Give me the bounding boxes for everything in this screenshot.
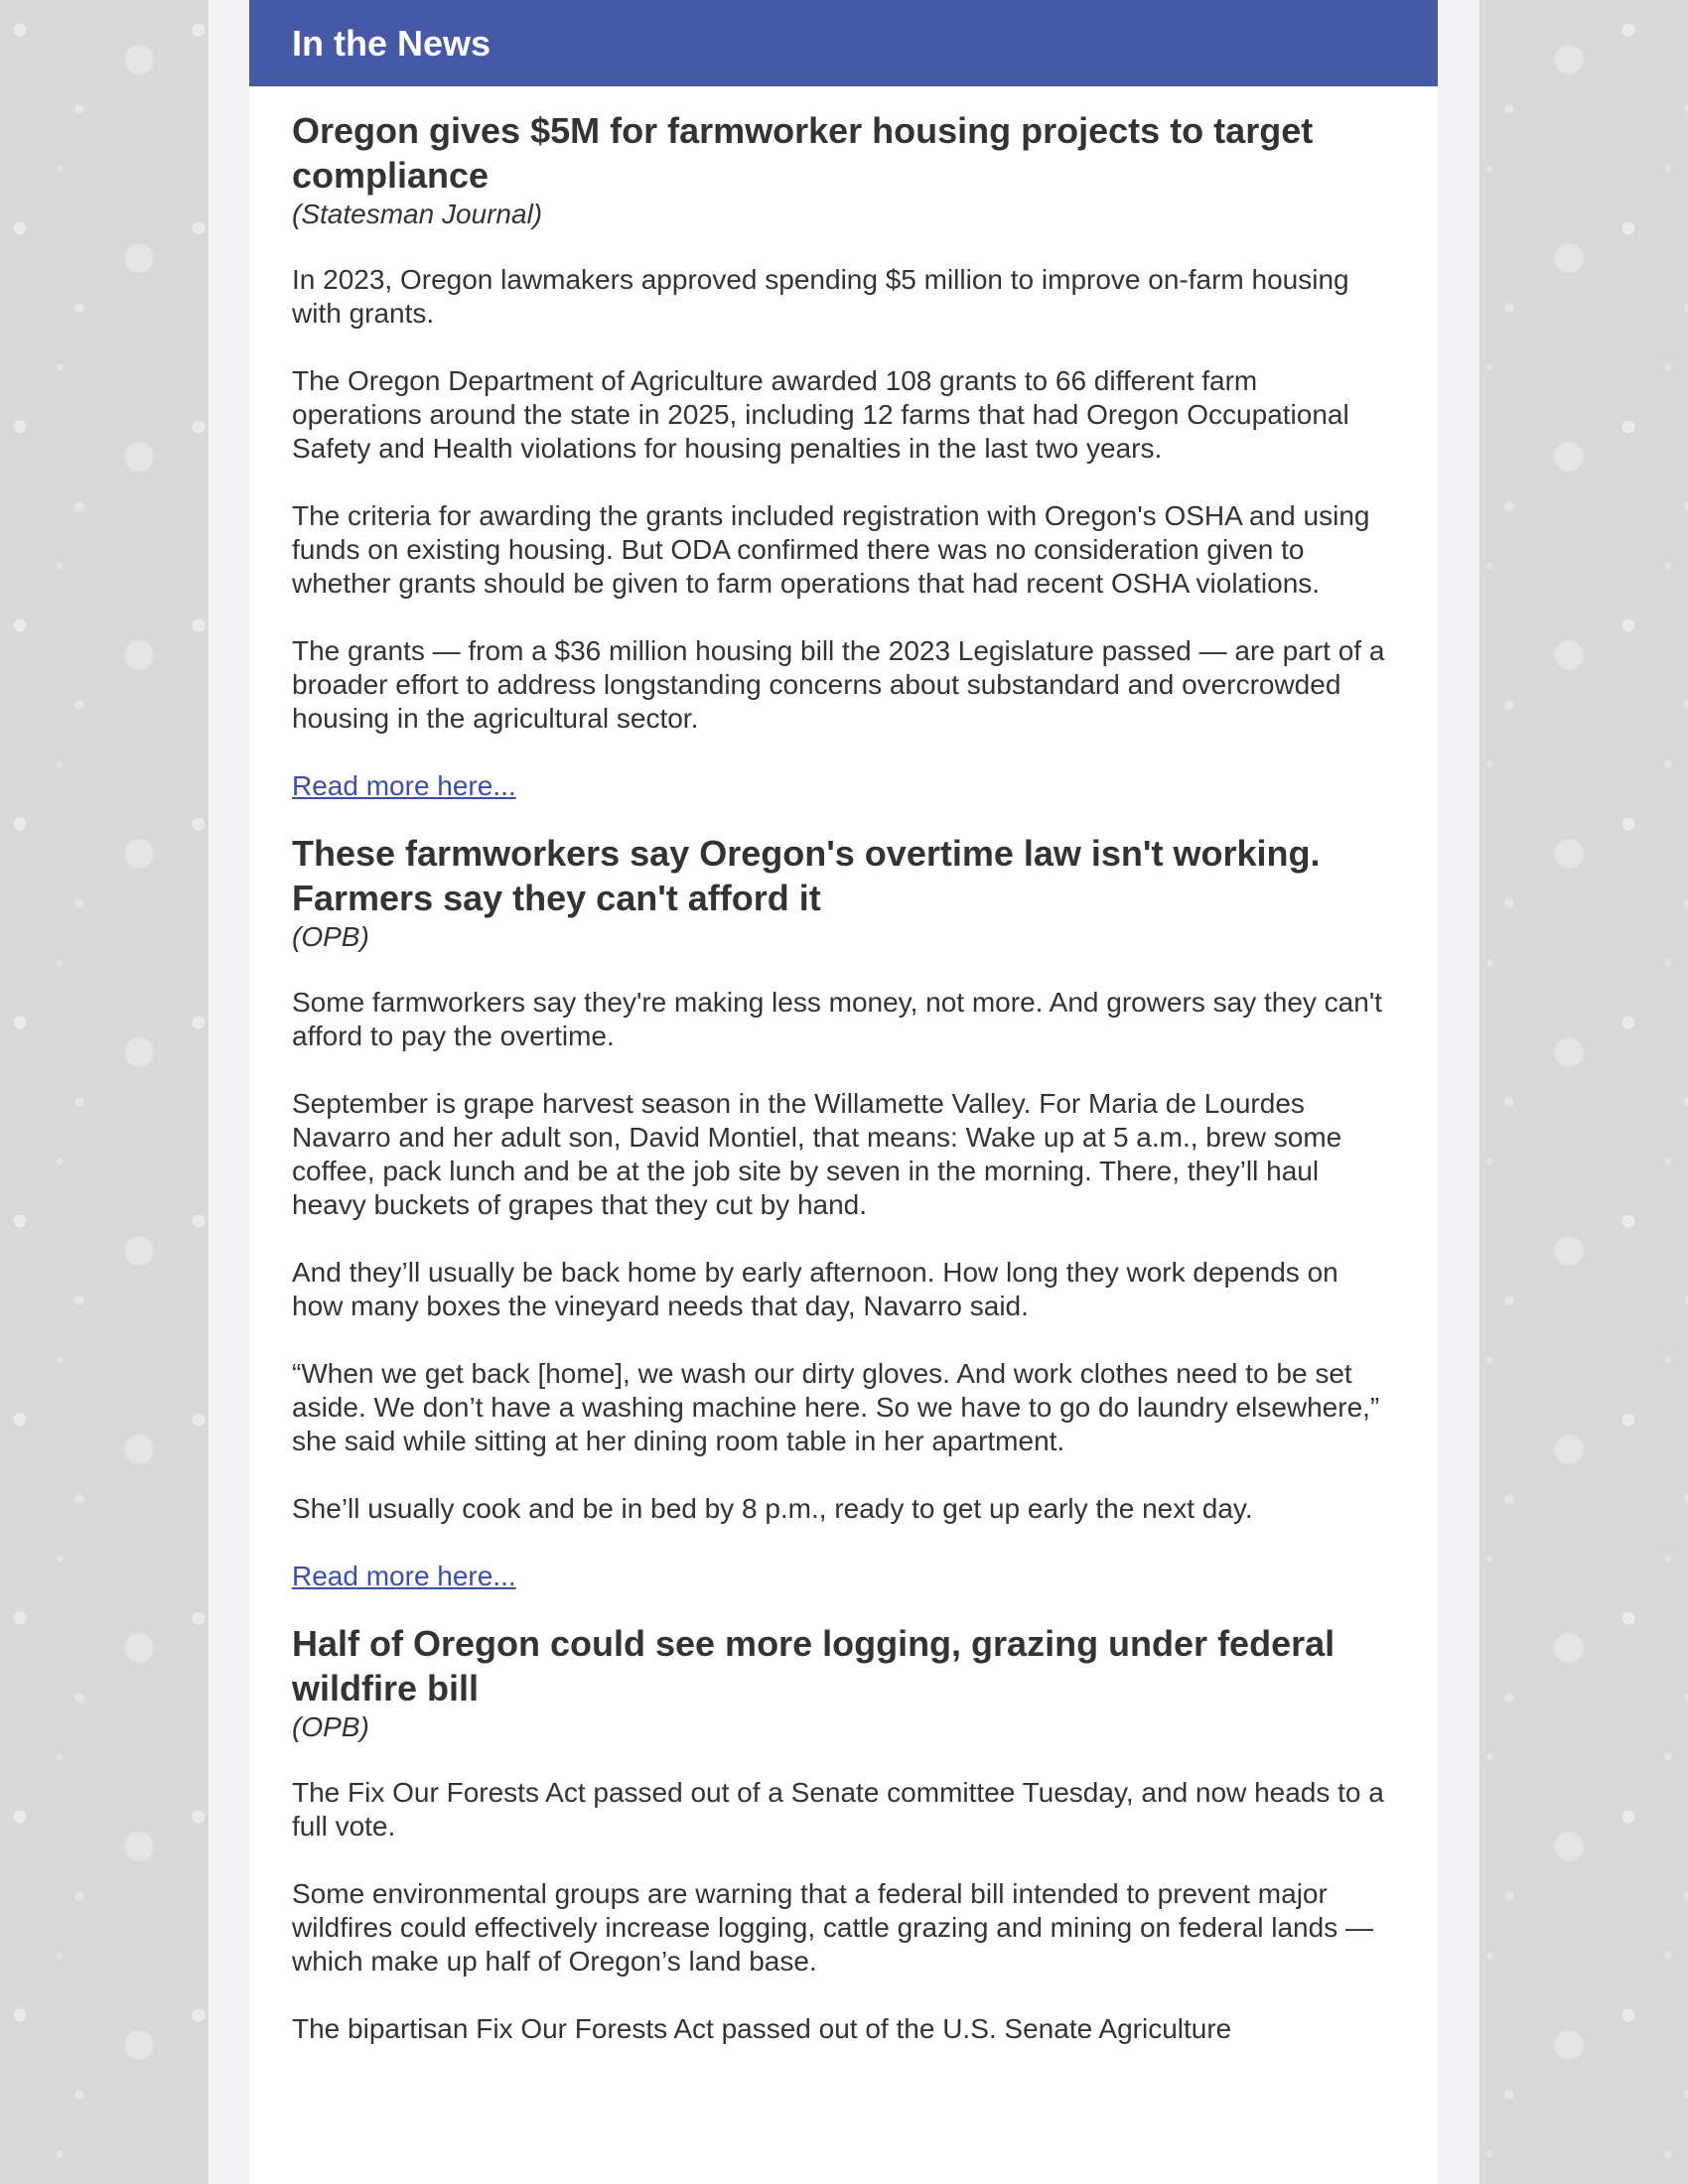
article-overtime-law <box>292 831 1394 1621</box>
article-paragraph: The criteria for awarding the grants included registration with Oregon's OSHA and using funds on existing housing. But ODA confirmed there was no consideration given to whether grants should be given to farm operations that had recent OSHA violations. <box>292 500 1370 599</box>
article-paragraph: September is grape harvest season in the Willamette Valley. For Maria de Lourdes Navarro and her adult son, David Montiel, that means: Wake up at 5 a.m., brew some coffee, pack lunch and be at the job site by seven in the morning. There, they’ll haul heavy buckets of grapes that they cut by hand. <box>292 1088 1342 1220</box>
article-title: Half of Oregon could see more logging, grazing under federal wildfire bill <box>292 1623 1336 1708</box>
article-source: (OPB) <box>292 921 369 952</box>
article-paragraph: The bipartisan Fix Our Forests Act passed out of the U.S. Senate Agriculture <box>292 2013 1232 2044</box>
article-paragraph: Some farmworkers say they're making less money, not more. And growers say they can't afford to pay the overtime. <box>292 987 1382 1051</box>
article-paragraph: “When we get back [home], we wash our dirty gloves. And work clothes need to be set aside. We don’t have a washing machine here. So we have to go do laundry elsewhere,” she said while sitting at her dining room table in her apartment. <box>292 1358 1380 1456</box>
article-paragraph: And they’ll usually be back home by early afternoon. How long they work depends on how many boxes the vineyard needs that day, Navarro said. <box>292 1257 1338 1321</box>
article-paragraph: The Fix Our Forests Act passed out of a Senate committee Tuesday, and now heads to a full vote. <box>292 1777 1384 1842</box>
article-paragraph: Some environmental groups are warning that a federal bill intended to prevent major wildfires could effectively increase logging, cattle grazing and mining on federal lands — which make up half of Oregon’s land base. <box>292 1878 1373 1977</box>
article-paragraph: In 2023, Oregon lawmakers approved spending $5 million to improve on-farm housing with grants. <box>292 264 1349 329</box>
read-more-link[interactable]: Read more here... <box>292 1561 516 1591</box>
article-farmworker-housing <box>292 108 1394 831</box>
article-paragraph: The grants — from a $36 million housing bill the 2023 Legislature passed — are part of a broader effort to address longstanding concerns about substandard and overcrowded housing in the agricultural sector. <box>292 635 1385 734</box>
article-source: (OPB) <box>292 1711 369 1742</box>
article-wildfire-bill <box>292 1621 1394 2046</box>
newsletter-content <box>249 0 1438 2184</box>
article-paragraph: The Oregon Department of Agriculture awarded 108 grants to 66 different farm operations around the state in 2025, including 12 farms that had Oregon Occupational Safety and Health violations for housing penalties in the last two years. <box>292 365 1349 464</box>
article-paragraph: She’ll usually cook and be in bed by 8 p.m., ready to get up early the next day. <box>292 1493 1253 1524</box>
read-more-link[interactable]: Read more here... <box>292 770 516 801</box>
article-source: (Statesman Journal) <box>292 199 543 229</box>
section-title: In the News <box>292 22 492 64</box>
section-header <box>249 0 1438 86</box>
article-title: These farmworkers say Oregon's overtime law isn't working. Farmers say they can't afford it <box>292 833 1321 918</box>
article-title: Oregon gives $5M for farmworker housing projects to target compliance <box>292 110 1314 196</box>
article-list <box>249 86 1438 2046</box>
